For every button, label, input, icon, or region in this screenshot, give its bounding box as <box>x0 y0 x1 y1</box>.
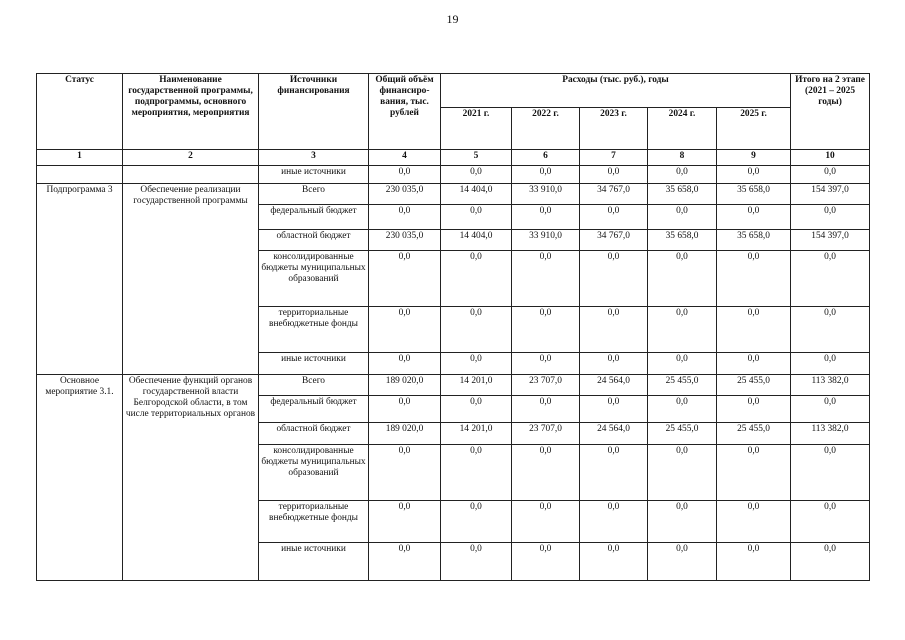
source-cell: территориальные внебюджетные фонды <box>259 501 369 543</box>
value-cell: 0,0 <box>791 205 870 230</box>
value-cell: 0,0 <box>369 501 441 543</box>
header-sources: Источники финансирования <box>259 74 369 150</box>
value-cell: 0,0 <box>791 396 870 423</box>
status-cell <box>37 166 123 184</box>
value-cell: 25 455,0 <box>717 423 791 445</box>
value-cell: 0,0 <box>580 445 648 501</box>
value-cell: 0,0 <box>648 501 717 543</box>
value-cell: 0,0 <box>791 251 870 307</box>
value-cell: 0,0 <box>717 353 791 375</box>
column-number: 3 <box>259 150 369 166</box>
source-cell: консолидированные бюджеты муниципальных образований <box>259 251 369 307</box>
value-cell: 0,0 <box>791 543 870 581</box>
value-cell: 0,0 <box>512 396 580 423</box>
value-cell: 0,0 <box>717 445 791 501</box>
source-cell: иные источники <box>259 543 369 581</box>
header-status: Статус <box>37 74 123 150</box>
value-cell: 0,0 <box>369 166 441 184</box>
value-cell: 0,0 <box>648 353 717 375</box>
value-cell: 0,0 <box>369 251 441 307</box>
value-cell: 0,0 <box>717 307 791 353</box>
column-number: 9 <box>717 150 791 166</box>
column-number: 7 <box>580 150 648 166</box>
value-cell: 0,0 <box>369 205 441 230</box>
column-number: 8 <box>648 150 717 166</box>
value-cell: 0,0 <box>791 166 870 184</box>
value-cell: 24 564,0 <box>580 423 648 445</box>
column-number: 5 <box>441 150 512 166</box>
value-cell: 0,0 <box>648 396 717 423</box>
value-cell: 113 382,0 <box>791 375 870 396</box>
value-cell: 0,0 <box>791 307 870 353</box>
value-cell: 0,0 <box>369 445 441 501</box>
source-cell: территориальные внебюджетные фонды <box>259 307 369 353</box>
column-number: 6 <box>512 150 580 166</box>
value-cell: 0,0 <box>512 166 580 184</box>
value-cell: 0,0 <box>512 353 580 375</box>
source-cell: Всего <box>259 375 369 396</box>
column-number: 2 <box>123 150 259 166</box>
header-year: 2025 г. <box>717 108 791 150</box>
value-cell: 0,0 <box>717 396 791 423</box>
value-cell: 0,0 <box>791 501 870 543</box>
page-number: 19 <box>446 12 459 26</box>
value-cell: 0,0 <box>648 251 717 307</box>
header-itogo: Итого на 2 этапе (2021 – 2025 годы) <box>791 74 870 150</box>
source-cell: областной бюджет <box>259 423 369 445</box>
value-cell: 23 707,0 <box>512 375 580 396</box>
value-cell: 0,0 <box>717 205 791 230</box>
value-cell: 0,0 <box>648 307 717 353</box>
value-cell: 154 397,0 <box>791 230 870 251</box>
value-cell: 35 658,0 <box>717 184 791 205</box>
header-year: 2023 г. <box>580 108 648 150</box>
value-cell: 33 910,0 <box>512 184 580 205</box>
column-number: 1 <box>37 150 123 166</box>
source-cell: иные источники <box>259 166 369 184</box>
value-cell: 230 035,0 <box>369 184 441 205</box>
header-year: 2024 г. <box>648 108 717 150</box>
value-cell: 0,0 <box>648 166 717 184</box>
value-cell: 0,0 <box>441 396 512 423</box>
value-cell: 35 658,0 <box>648 230 717 251</box>
value-cell: 230 035,0 <box>369 230 441 251</box>
table-row <box>37 184 870 205</box>
section-status: Основное мероприятие 3.1. <box>37 375 123 581</box>
value-cell: 189 020,0 <box>369 375 441 396</box>
header-year: 2022 г. <box>512 108 580 150</box>
value-cell: 25 455,0 <box>648 375 717 396</box>
value-cell: 0,0 <box>441 251 512 307</box>
value-cell: 0,0 <box>580 166 648 184</box>
value-cell: 0,0 <box>512 445 580 501</box>
value-cell: 14 201,0 <box>441 423 512 445</box>
table-row <box>37 166 870 184</box>
value-cell: 0,0 <box>441 501 512 543</box>
header-expenses: Расходы (тыс. руб.), годы <box>441 74 791 108</box>
value-cell: 35 658,0 <box>648 184 717 205</box>
value-cell: 35 658,0 <box>717 230 791 251</box>
section-name: Обеспечение функций органов государственной власти Белгородской области, в том числе территориальных органов <box>123 375 259 581</box>
value-cell: 0,0 <box>512 543 580 581</box>
source-cell: федеральный бюджет <box>259 205 369 230</box>
value-cell: 0,0 <box>512 501 580 543</box>
value-cell: 14 404,0 <box>441 184 512 205</box>
value-cell: 0,0 <box>580 251 648 307</box>
budget-table <box>36 73 870 581</box>
value-cell: 0,0 <box>580 543 648 581</box>
value-cell: 0,0 <box>580 205 648 230</box>
value-cell: 0,0 <box>648 543 717 581</box>
value-cell: 0,0 <box>441 205 512 230</box>
value-cell: 0,0 <box>441 353 512 375</box>
value-cell: 113 382,0 <box>791 423 870 445</box>
value-cell: 0,0 <box>369 543 441 581</box>
header-total: Общий объём финансиро-вания, тыс. рублей <box>369 74 441 150</box>
value-cell: 189 020,0 <box>369 423 441 445</box>
value-cell: 0,0 <box>441 445 512 501</box>
value-cell: 0,0 <box>441 543 512 581</box>
value-cell: 154 397,0 <box>791 184 870 205</box>
value-cell: 0,0 <box>441 166 512 184</box>
section-name: Обеспечение реализации государственной программы <box>123 184 259 375</box>
value-cell: 25 455,0 <box>648 423 717 445</box>
value-cell: 0,0 <box>791 445 870 501</box>
value-cell: 0,0 <box>580 353 648 375</box>
value-cell: 0,0 <box>648 205 717 230</box>
value-cell: 0,0 <box>580 396 648 423</box>
value-cell: 0,0 <box>512 205 580 230</box>
source-cell: консолидированные бюджеты муниципальных образований <box>259 445 369 501</box>
value-cell: 0,0 <box>580 501 648 543</box>
value-cell: 0,0 <box>512 251 580 307</box>
value-cell: 0,0 <box>717 251 791 307</box>
value-cell: 0,0 <box>369 396 441 423</box>
value-cell: 24 564,0 <box>580 375 648 396</box>
value-cell: 23 707,0 <box>512 423 580 445</box>
value-cell: 33 910,0 <box>512 230 580 251</box>
value-cell: 0,0 <box>369 353 441 375</box>
value-cell: 25 455,0 <box>717 375 791 396</box>
header-name: Наименование государственной программы, подпрограммы, основного мероприятия, мероприятия <box>123 74 259 150</box>
value-cell: 34 767,0 <box>580 230 648 251</box>
source-cell: иные источники <box>259 353 369 375</box>
source-cell: областной бюджет <box>259 230 369 251</box>
value-cell: 0,0 <box>717 501 791 543</box>
value-cell: 0,0 <box>717 543 791 581</box>
value-cell: 34 767,0 <box>580 184 648 205</box>
name-cell <box>123 166 259 184</box>
value-cell: 0,0 <box>791 353 870 375</box>
source-cell: Всего <box>259 184 369 205</box>
table-row <box>37 375 870 396</box>
column-number: 10 <box>791 150 870 166</box>
value-cell: 0,0 <box>512 307 580 353</box>
value-cell: 0,0 <box>441 307 512 353</box>
value-cell: 0,0 <box>580 307 648 353</box>
value-cell: 0,0 <box>717 166 791 184</box>
source-cell: федеральный бюджет <box>259 396 369 423</box>
value-cell: 14 404,0 <box>441 230 512 251</box>
section-status: Подпрограмма 3 <box>37 184 123 375</box>
header-year: 2021 г. <box>441 108 512 150</box>
value-cell: 0,0 <box>648 445 717 501</box>
value-cell: 14 201,0 <box>441 375 512 396</box>
value-cell: 0,0 <box>369 307 441 353</box>
column-number: 4 <box>369 150 441 166</box>
